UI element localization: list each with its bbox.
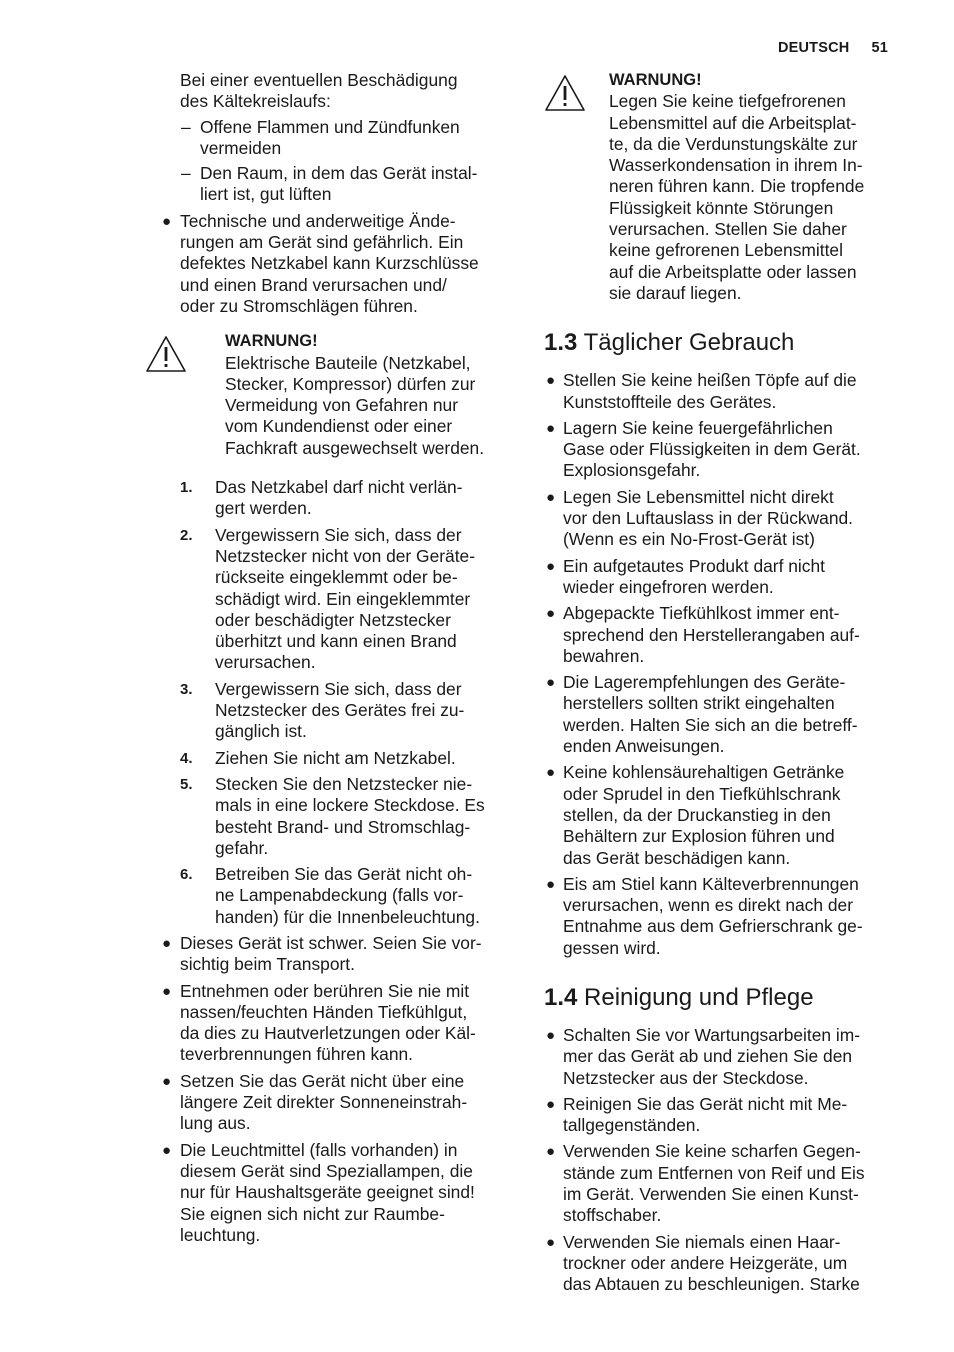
page-header [778,38,888,59]
page-number: 51 [871,40,888,56]
list-item: ● Dieses Gerät ist schwer. Seien Sie vor- sichtig beim Transport. [162,932,482,975]
list-item: 3. Vergewissern Sie sich, dass der Netzstecker des Gerätes frei zu- gänglich ist. [180,678,465,742]
list-item: ● Abgepackte Tiefkühlkost immer ent- sprechend den Herstellerangaben auf- bewahren. [546,603,860,666]
bullet-list [544,370,896,959]
list-item: ● Technische und anderweitige Ände- rungen am Gerät sind gefährlich. Ein defektes Netzkabel kann Kurzschlüsse und einen Brand verursachen und/ oder zu Stromschlägen führen. [162,210,479,316]
warning-text: Legen Sie keine tiefgefrorenen Lebensmittel auf die Arbeitsplat- te, da die Verdunstungskälte zur Wasserkondensation in ihrem In- neren führen kann. Die tropfende Flüssigkeit könnte Störungen verursachen. Stellen Sie daher keine gefrorenen Lebensmittel auf die Arbeitsplatte oder lassen sie darauf liegen. [609,91,865,303]
warning-triangle-icon [544,74,586,112]
numbered-list [160,477,512,928]
left-column [160,70,512,1246]
intro-text: Bei einer eventuellen Beschädigung des Kältekreislaufs: [180,70,458,112]
list-item: ● Die Leuchtmittel (falls vorhanden) in diesem Gerät sind Speziallampen, die nur für Haushaltsgeräte geeignet sind! Sie eignen sich nicht zur Raumbe- leuchtung. [162,1139,475,1245]
dash-list [160,117,512,206]
list-item: ● Legen Sie Lebensmittel nicht direkt vor den Luftauslass in der Rückwand. (Wenn es ein No-Frost-Gerät ist) [546,486,854,550]
list-item: ● Keine kohlensäurehaltigen Getränke oder Sprudel in den Tiefkühlschrank stellen, da der Druckanstieg in den Behältern zur Explosion führen und das Gerät beschädigen kann. [546,762,845,868]
bullet-list [160,933,512,1246]
list-item: ● Ein aufgetautes Produkt darf nicht wieder eingefroren werden. [546,555,825,597]
warning-box [160,331,512,459]
bullet-list [544,1025,896,1296]
section-heading: 1.4 Reinigung und Pflege [544,983,814,1011]
list-item: ● Schalten Sie vor Wartungsarbeiten im- mer das Gerät ab und ziehen Sie den Netzstecker aus der Steckdose. [546,1024,861,1088]
list-item: ● Reinigen Sie das Gerät nicht mit Me- tallgegenständen. [546,1093,848,1136]
list-item: ● Verwenden Sie niemals einen Haar- trockner oder andere Heizgeräte, um das Abtauen zu beschleunigen. Starke [546,1231,860,1295]
bullet-list [160,211,512,317]
list-item: – Offene Flammen und Zündfunken vermeiden [181,116,460,158]
warning-title: WARNUNG! [609,71,702,89]
list-item: 2. Vergewissern Sie sich, dass der Netzstecker nicht von der Geräte- rückseite eingeklemmt oder be- schädigt wird. Ein eingeklemmter oder beschädigter Netzstecker überhitzt und kann einen Brand verursachen. [180,524,476,673]
list-item: 6. Betreiben Sie das Gerät nicht oh- ne Lampenabdeckung (falls vor- handen) für die Innenbeleuchtung. [180,864,480,927]
section-heading: 1.3 Täglicher Gebrauch [544,329,795,357]
list-item: ● Stellen Sie keine heißen Töpfe auf die Kunststoffteile des Gerätes. [546,370,857,412]
list-item: ● Verwenden Sie keine scharfen Gegen- stände zum Entfernen von Reif und Eis im Gerät. Verwenden Sie einen Kunst- stoffschaber. [546,1141,865,1226]
list-item: ● Lagern Sie keine feuergefährlichen Gase oder Flüssigkeiten in dem Gerät. Explosionsgefahr. [546,417,861,481]
warning-title: WARNUNG! [225,332,318,351]
warning-box [544,70,896,304]
list-item: – Den Raum, in dem das Gerät instal- liert ist, gut lüften [181,163,478,205]
header-language: DEUTSCH [777,40,850,56]
list-item: ● Die Lagerempfehlungen des Geräte- herstellers sollten strikt eingehalten werden. Halten Sie sich an die betreff- enden Anweisungen. [546,672,858,757]
right-column [544,70,896,1296]
list-item: 1. Das Netzkabel darf nicht verlän- gert werden. [180,477,463,519]
list-item: ● Eis am Stiel kann Kälteverbrennungen verursachen, wenn es direkt nach der Entnahme aus dem Gefrierschrank ge- gessen wird. [546,873,863,958]
list-item: 4. Ziehen Sie nicht am Netzkabel. [180,747,456,768]
warning-text: Elektrische Bauteile (Netzkabel, Stecker, Kompressor) dürfen zur Vermeidung von Gefahren nur vom Kundendienst oder einer Fachkraft ausgewechselt werden. [225,352,485,458]
warning-triangle-icon [145,335,187,373]
list-item: ● Setzen Sie das Gerät nicht über eine längere Zeit direkter Sonneneinstrah- lung aus. [162,1070,468,1134]
list-item: 5. Stecken Sie den Netzstecker nie- mals in eine lockere Steckdose. Es besteht Brand- und Stromschlag- gefahr. [180,773,485,858]
list-item: ● Entnehmen oder berühren Sie nie mit nassen/feuchten Händen Tiefkühlgut, da dies zu Hautverletzungen oder Käl- teverbrennungen führen kann. [162,980,476,1065]
